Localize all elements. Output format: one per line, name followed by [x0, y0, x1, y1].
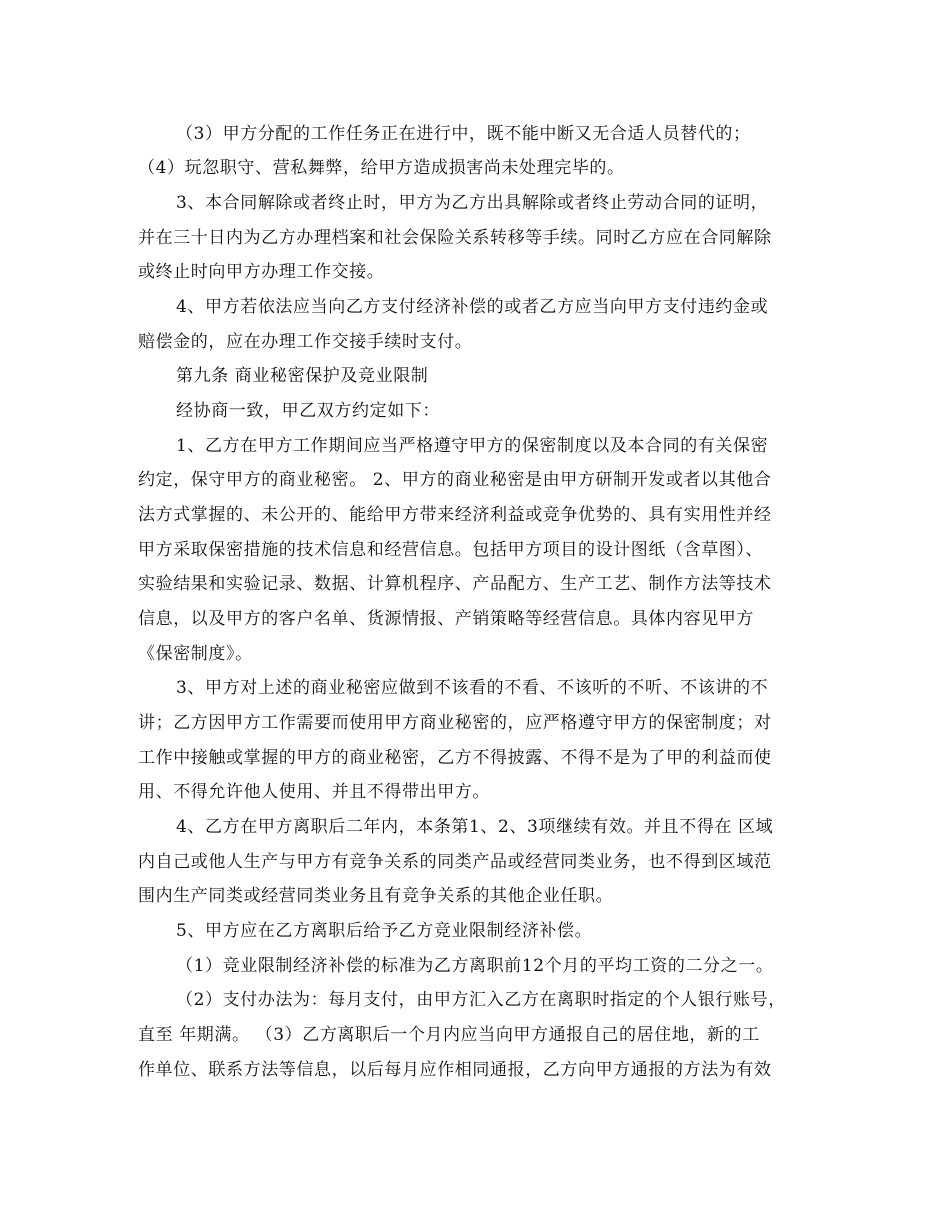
text-line: 1、乙方在甲方工作期间应当严格遵守甲方的保密制度以及本合同的有关保密 — [176, 436, 769, 456]
text-line: 4、甲方若依法应当向乙方支付经济补偿的或者乙方应当向甲方支付违约金或 — [176, 297, 769, 317]
text-line: 作单位、联系方法等信息，以后每月应作相同通报，乙方向甲方通报的方法为有效 — [138, 1060, 772, 1080]
text-line: 讲；乙方因甲方工作需要而使用甲方商业秘密的，应严格遵守甲方的保密制度；对 — [138, 713, 772, 733]
text-line: 5、甲方应在乙方离职后给予乙方竞业限制经济补偿。 — [176, 921, 593, 941]
text-line: 实验结果和实验记录、数据、计算机程序、产品配方、生产工艺、制作方法等技术 — [138, 574, 772, 594]
text-line: 《保密制度》。 — [138, 644, 253, 664]
text-line: 并在三十日内为乙方办理档案和社会保险关系转移等手续。同时乙方应在合同解除 — [138, 228, 772, 248]
text-line: 法方式掌握的、未公开的、能给甲方带来经济利益或竞争优势的、具有实用性并经 — [138, 505, 772, 525]
text-line: 工作中接触或掌握的甲方的商业秘密，乙方不得披露、不得不是为了甲的利益而使 — [138, 748, 772, 768]
text-line: 用、不得允许他人使用、并且不得带出甲方。 — [138, 782, 490, 802]
text-line: 或终止时向甲方办理工作交接。 — [138, 262, 385, 282]
text-line: 内自己或他人生产与甲方有竞争关系的同类产品或经营同类业务，也不得到区域范 — [138, 852, 772, 872]
text-line: （2）支付办法为：每月支付，由甲方汇入乙方在离职时指定的个人银行账号， — [176, 990, 786, 1010]
section-heading: 第九条 商业秘密保护及竞业限制 — [176, 366, 429, 386]
text-line: （1）竞业限制经济补偿的标准为乙方离职前12个月的平均工资的二分之一。 — [176, 956, 774, 976]
text-line: 直至 年期满。 （3）乙方离职后一个月内应当向甲方通报自己的居住地，新的工 — [138, 1025, 760, 1045]
text-line: 围内生产同类或经营同类业务且有竞争关系的其他企业任职。 — [138, 886, 614, 906]
text-line: 经协商一致，甲乙双方约定如下： — [176, 401, 440, 421]
text-line: 4、乙方在甲方离职后二年内，本条第1、2、3项继续有效。并且不得在 区域 — [176, 817, 774, 837]
text-line: （3）甲方分配的工作任务正在进行中，既不能中断又无合适人员替代的； — [176, 124, 751, 144]
text-line: 3、甲方对上述的商业秘密应做到不该看的不看、不该听的不听、不该讲的不 — [176, 678, 769, 698]
text-line: 甲方采取保密措施的技术信息和经营信息。包括甲方项目的设计图纸（含草图）、 — [138, 540, 764, 560]
text-line: 赔偿金的，应在办理工作交接手续时支付。 — [138, 332, 473, 352]
text-line: 3、本合同解除或者终止时，甲方为乙方出具解除或者终止劳动合同的证明， — [176, 193, 769, 213]
text-line: 信息，以及甲方的客户名单、货源情报、产销策略等经营信息。具体内容见甲方 — [138, 609, 754, 629]
text-line: 约定，保守甲方的商业秘密。 2、甲方的商业秘密是由甲方研制开发或者以其他合 — [138, 470, 772, 490]
text-line: （4）玩忽职守、营私舞弊，给甲方造成损害尚未处理完毕的。 — [138, 158, 625, 178]
